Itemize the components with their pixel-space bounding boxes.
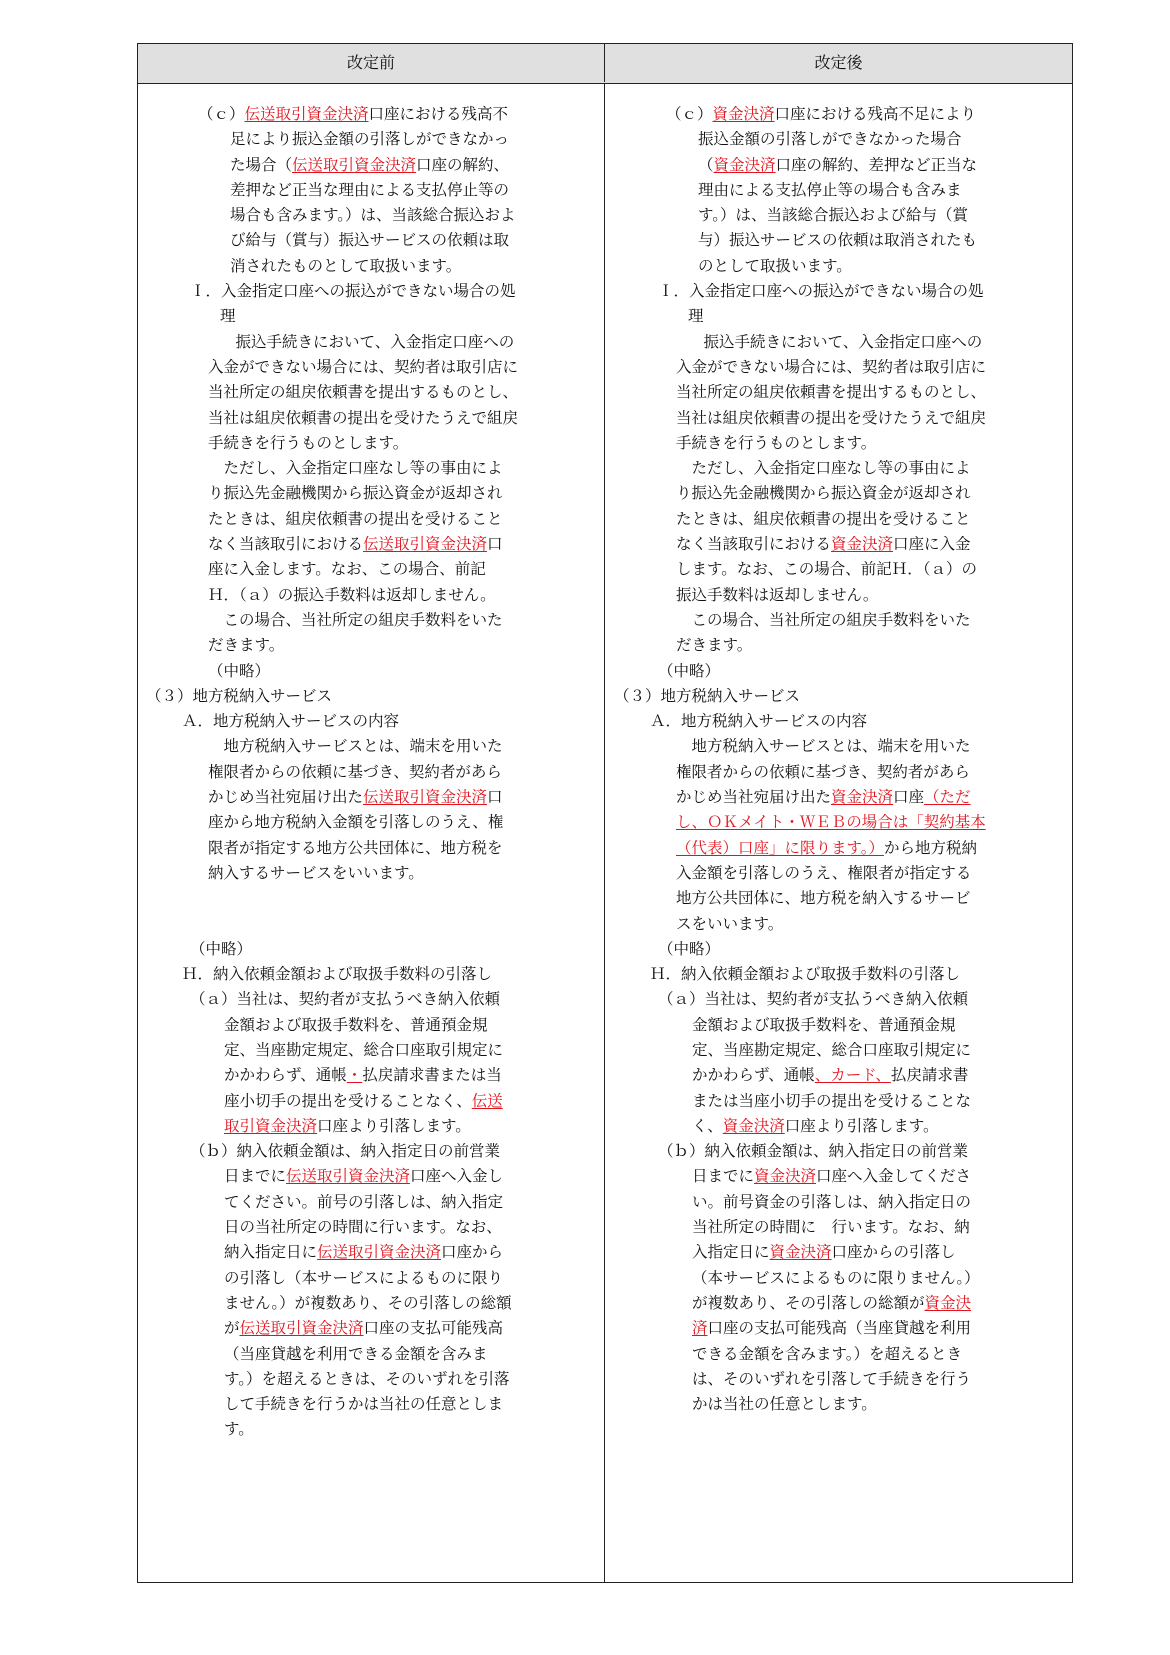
text-line: [138, 1139, 578, 1164]
amended-text: 伝送取引資金決済: [239, 1319, 364, 1338]
header-before: 改定前: [138, 44, 605, 82]
text-line: [138, 1038, 578, 1063]
text-line: [606, 279, 1046, 304]
text-line: [606, 127, 1046, 152]
amended-text: 資金決: [924, 1293, 972, 1312]
amended-text: 資金決済: [769, 1243, 832, 1262]
text-run: Ｉ．入金指定口座への振込ができない場合の処: [658, 282, 984, 301]
text-line: [138, 431, 578, 456]
text-run: なく当該取引における: [676, 535, 832, 554]
text-line: [138, 279, 578, 304]
text-run: 当社所定の組戻依頼書を提出するものとし、: [208, 383, 519, 402]
text-line: [138, 178, 578, 203]
text-line: [138, 330, 578, 355]
before-column: [138, 102, 578, 1443]
text-run: 当社所定の時間に 行います。なお、納: [692, 1218, 970, 1237]
text-run: 口座へ入金してくださ: [816, 1167, 972, 1186]
amended-text: （ただ: [924, 788, 971, 807]
text-run: 口座から: [441, 1243, 504, 1262]
text-line: [138, 507, 578, 532]
text-line: [606, 228, 1046, 253]
text-line: [606, 1215, 1046, 1240]
text-line: [606, 1114, 1046, 1139]
text-run: 入金ができない場合には、契約者は取引店に: [208, 357, 519, 376]
text-line: [138, 608, 578, 633]
text-line: [606, 178, 1046, 203]
text-line: [606, 481, 1046, 506]
text-line: [606, 760, 1046, 785]
amended-text: 資金決済: [712, 105, 775, 123]
text-run: 口座の支払可能残高: [363, 1319, 504, 1338]
text-line: [606, 861, 1046, 886]
text-run: ただし、入金指定口座なし等の事由によ: [676, 459, 971, 478]
text-line: [138, 304, 578, 329]
text-line: [138, 557, 578, 582]
text-run: 口座: [893, 788, 925, 807]
amended-text: 、カード、: [814, 1066, 891, 1085]
text-line: [138, 937, 578, 962]
text-line: [606, 557, 1046, 582]
text-line: [606, 810, 1046, 835]
text-run: から地方税納: [884, 838, 978, 857]
text-line: [606, 153, 1046, 178]
blank-line: [138, 886, 578, 911]
text-line: [606, 406, 1046, 431]
text-run: り振込先金融機関から振込資金が返却され: [208, 484, 503, 503]
text-run: たときは、組戻依頼書の提出を受けること: [208, 509, 503, 528]
text-line: [138, 380, 578, 405]
text-run: 地方税納入サービスとは、端末を用いた: [208, 737, 503, 756]
comparison-table: [137, 43, 1073, 1583]
text-line: [138, 659, 578, 684]
text-line: [138, 1089, 578, 1114]
text-run: ません。）が複数あり、その引落しの総額: [224, 1293, 512, 1312]
text-run: 場合も含みます。）は、当該総合振込およ: [230, 206, 516, 225]
text-line: [138, 1266, 578, 1291]
text-run: す。）を超えるときは、そのいずれを引落: [224, 1369, 510, 1388]
text-run: この場合、当社所定の組戻手数料をいた: [208, 610, 503, 629]
text-run: または当座小切手の提出を受けることな: [692, 1091, 972, 1110]
text-line: [606, 937, 1046, 962]
text-line: [606, 380, 1046, 405]
text-line: [606, 633, 1046, 658]
text-run: 入金額を引落しのうえ、権限者が指定する: [676, 863, 972, 882]
text-line: [138, 962, 578, 987]
text-line: [138, 734, 578, 759]
text-run: び給与（賞与）振込サービスの依頼は取: [230, 231, 510, 250]
text-line: [606, 684, 1046, 709]
text-run: （ｂ）納入依頼金額は、納入指定日の前営業: [658, 1142, 969, 1161]
text-line: [138, 861, 578, 886]
text-run: 定、当座勘定規定、総合口座取引規定に: [692, 1040, 972, 1059]
text-run: Ｈ．納入依頼金額および取扱手数料の引落し: [182, 965, 493, 984]
text-run: のとして取扱います。: [698, 256, 852, 275]
text-run: 理由による支払停止等の場合も含みま: [698, 180, 962, 199]
text-run: （中略）: [190, 939, 253, 958]
text-run: す。: [224, 1420, 254, 1439]
text-line: [138, 583, 578, 608]
blank-line: [138, 912, 578, 937]
text-line: [138, 1342, 578, 1367]
text-line: [606, 1089, 1046, 1114]
text-run: 口座の解約、: [416, 155, 510, 174]
text-line: [138, 406, 578, 431]
text-run: す。）は、当該総合振込および給与（賞: [698, 206, 969, 225]
text-run: Ｈ．納入依頼金額および取扱手数料の引落し: [650, 965, 961, 984]
text-run: 差押など正当な理由による支払停止等の: [230, 180, 510, 199]
text-run: Ａ．地方税納入サービスの内容: [650, 712, 868, 731]
text-line: [138, 1190, 578, 1215]
text-run: 口座の支払可能残高（当座貸越を利用: [707, 1319, 972, 1338]
text-line: [606, 431, 1046, 456]
text-line: [606, 1392, 1046, 1417]
text-line: [138, 532, 578, 557]
text-line: [606, 203, 1046, 228]
text-run: く、: [692, 1116, 723, 1135]
table-header: [138, 44, 1072, 84]
text-run: （中略）: [208, 661, 271, 680]
text-line: [606, 836, 1046, 861]
text-line: [606, 304, 1046, 329]
text-run: （本サービスによるものに限りません。）: [692, 1268, 980, 1287]
text-run: 入指定日に: [692, 1243, 770, 1262]
text-line: [138, 127, 578, 152]
text-run: （: [698, 155, 714, 174]
text-run: 座小切手の提出を受けることなく、: [224, 1091, 472, 1110]
amended-text: 伝送取引資金決済: [292, 155, 417, 174]
text-run: かかわらず、通帳: [224, 1066, 347, 1085]
amended-text: 伝送取引資金決済: [363, 535, 488, 554]
text-run: かじめ当社宛届け出た: [676, 788, 832, 807]
text-run: 足により振込金額の引落しができなかっ: [230, 130, 510, 149]
text-line: [606, 1063, 1046, 1088]
text-line: [606, 1316, 1046, 1341]
text-run: 手続きを行うものとします。: [208, 433, 409, 452]
text-run: 口座より引落します。: [784, 1116, 939, 1135]
header-after: 改定後: [814, 53, 863, 72]
text-line: [606, 1164, 1046, 1189]
text-run: が: [224, 1319, 240, 1338]
text-run: 口座の解約、差押など正当な: [775, 155, 978, 174]
after-column: [606, 102, 1046, 1417]
text-run: かじめ当社宛届け出た: [208, 788, 364, 807]
text-run: かは当社の任意とします。: [692, 1395, 877, 1414]
text-run: だきます。: [208, 636, 285, 655]
amended-text: 済: [692, 1319, 708, 1338]
text-run: は、そのいずれを引落して手続きを行う: [692, 1369, 972, 1388]
text-line: [606, 912, 1046, 937]
text-line: [138, 456, 578, 481]
text-line: [606, 886, 1046, 911]
text-line: [138, 254, 578, 279]
text-run: 権限者からの依頼に基づき、契約者があら: [208, 762, 502, 781]
text-run: （ａ）当社は、契約者が支払うべき納入依頼: [658, 990, 969, 1009]
text-line: [606, 1367, 1046, 1392]
text-run: 限者が指定する地方公共団体に、地方税を: [208, 838, 503, 857]
text-line: [606, 1240, 1046, 1265]
text-line: [138, 1215, 578, 1240]
text-run: （ａ）当社は、契約者が支払うべき納入依頼: [190, 990, 501, 1009]
text-line: [606, 962, 1046, 987]
text-run: 払戻請求書または当: [362, 1066, 502, 1085]
text-run: 振込手続きにおいて、入金指定口座への: [220, 332, 515, 351]
text-line: [138, 102, 578, 127]
amended-text: 伝送取引資金決済: [286, 1167, 411, 1186]
text-line: [138, 1164, 578, 1189]
text-line: [606, 330, 1046, 355]
text-run: この場合、当社所定の組戻手数料をいた: [676, 610, 971, 629]
text-run: 金額および取扱手数料を、普通預金規: [692, 1015, 956, 1034]
text-line: [138, 1392, 578, 1417]
text-line: [606, 102, 1046, 127]
text-run: り振込先金融機関から振込資金が返却され: [676, 484, 971, 503]
text-line: [138, 355, 578, 380]
text-line: [606, 659, 1046, 684]
text-line: [138, 153, 578, 178]
text-line: [606, 1291, 1046, 1316]
text-line: [606, 1139, 1046, 1164]
amended-text: 資金決済: [713, 155, 776, 174]
text-line: [138, 709, 578, 734]
text-line: [606, 254, 1046, 279]
text-run: 金額および取扱手数料を、普通預金規: [224, 1015, 488, 1034]
text-run: 口座における残高不: [368, 105, 509, 123]
amended-text: ・: [346, 1066, 363, 1085]
text-run: して手続きを行うかは当社の任意としま: [224, 1395, 504, 1414]
amended-text: 資金決済: [831, 788, 894, 807]
text-run: します。なお、この場合、前記Ｈ．（ａ）の: [676, 560, 978, 579]
text-line: [138, 1291, 578, 1316]
text-line: [138, 1367, 578, 1392]
text-run: 日までに: [692, 1167, 755, 1186]
text-run: 日までに: [224, 1167, 287, 1186]
text-line: [138, 987, 578, 1012]
text-line: [606, 583, 1046, 608]
text-line: [138, 1417, 578, 1442]
text-run: 入金ができない場合には、契約者は取引店に: [676, 357, 987, 376]
text-line: [138, 633, 578, 658]
amended-text: 資金決済: [831, 535, 894, 554]
text-line: [138, 1114, 578, 1139]
text-line: [606, 608, 1046, 633]
text-run: 当社所定の組戻依頼書を提出するものとし、: [676, 383, 987, 402]
text-run: Ｉ．入金指定口座への振込ができない場合の処: [190, 282, 516, 301]
amended-text: 伝送取引資金決済: [317, 1243, 442, 1262]
text-run: 振込手数料は返却しません。: [676, 585, 879, 604]
text-run: 地方公共団体に、地方税を納入するサービ: [676, 889, 971, 908]
text-line: [138, 785, 578, 810]
text-line: [138, 1240, 578, 1265]
amended-text: 資金決済: [722, 1116, 785, 1135]
text-run: 振込金額の引落しができなかった場合: [698, 130, 962, 149]
text-run: できる金額を含みます。）を超えるとき: [692, 1344, 963, 1363]
text-line: [138, 1063, 578, 1088]
text-line: [606, 1190, 1046, 1215]
text-run: 納入指定日に: [224, 1243, 318, 1262]
text-line: [606, 355, 1046, 380]
text-run: 払戻請求書: [890, 1066, 969, 1085]
text-run: （当座貸越を利用できる金額を含みま: [224, 1344, 488, 1363]
text-run: い。前号資金の引落しは、納入指定日の: [692, 1192, 972, 1211]
text-run: （３）地方税納入サービス: [146, 686, 333, 705]
text-run: 口座からの引落し: [831, 1243, 956, 1262]
amended-text: 伝送取引資金決済: [244, 105, 369, 123]
text-run: スをいいます。: [676, 914, 784, 933]
amended-text: 伝送: [471, 1091, 503, 1110]
text-run: （中略）: [658, 661, 721, 680]
text-run: 納入するサービスをいいます。: [208, 863, 424, 882]
text-run: てください。前号の引落しは、納入指定: [224, 1192, 504, 1211]
column-divider: [604, 84, 605, 1582]
text-run: 手続きを行うものとします。: [676, 433, 877, 452]
text-run: 口座より引落します。: [317, 1116, 471, 1135]
text-line: [606, 1038, 1046, 1063]
text-line: [138, 1013, 578, 1038]
text-run: （３）地方税納入サービス: [614, 686, 801, 705]
text-run: （ｃ）: [198, 105, 245, 123]
text-run: 権限者からの依頼に基づき、契約者があら: [676, 762, 970, 781]
amended-text: 取引資金決済: [224, 1116, 318, 1135]
text-run: 当社は組戻依頼書の提出を受けたうえで組戻: [208, 408, 519, 427]
text-line: [606, 709, 1046, 734]
text-line: [606, 532, 1046, 557]
text-line: [138, 1316, 578, 1341]
text-run: 口座へ入金し: [410, 1167, 504, 1186]
text-line: [138, 810, 578, 835]
text-run: なく当該取引における: [208, 535, 364, 554]
amended-text: 資金決済: [754, 1167, 817, 1186]
text-line: [606, 1266, 1046, 1291]
text-run: （ｂ）納入依頼金額は、納入指定日の前営業: [190, 1142, 501, 1161]
text-run: 座から地方税納入金額を引落しのうえ、権: [208, 813, 504, 832]
amended-text: 伝送取引資金決済: [363, 788, 488, 807]
text-run: た場合（: [230, 155, 293, 174]
text-run: 消されたものとして取扱います。: [230, 256, 462, 275]
amended-text: し、ＯＫメイト・ＷＥＢの場合は「契約基本: [676, 813, 986, 832]
text-line: [138, 684, 578, 709]
text-run: 与）振込サービスの依頼は取消されたも: [698, 231, 978, 250]
text-run: 口座における残高不足により: [774, 105, 977, 123]
text-line: [138, 228, 578, 253]
text-run: Ｈ．（ａ）の振込手数料は返却しません。: [208, 585, 496, 604]
text-run: だきます。: [676, 636, 753, 655]
text-run: 口: [487, 788, 503, 807]
text-line: [606, 987, 1046, 1012]
text-run: たときは、組戻依頼書の提出を受けること: [676, 509, 971, 528]
text-line: [138, 836, 578, 861]
text-run: の引落し（本サービスによるものに限り: [224, 1268, 504, 1287]
text-line: [606, 785, 1046, 810]
text-line: [606, 1342, 1046, 1367]
text-line: [606, 507, 1046, 532]
text-line: [138, 203, 578, 228]
text-run: 地方税納入サービスとは、端末を用いた: [676, 737, 971, 756]
text-run: Ａ．地方税納入サービスの内容: [182, 712, 400, 731]
text-run: 口: [487, 535, 503, 554]
text-run: 日の当社所定の時間に行います。なお、: [224, 1218, 502, 1237]
text-run: 定、当座勘定規定、総合口座取引規定に: [224, 1040, 504, 1059]
text-run: 理: [220, 307, 236, 326]
text-line: [606, 734, 1046, 759]
text-line: [606, 1013, 1046, 1038]
text-run: 振込手続きにおいて、入金指定口座への: [688, 332, 983, 351]
text-run: （ｃ）: [666, 105, 713, 123]
text-line: [138, 481, 578, 506]
text-line: [138, 760, 578, 785]
text-run: 当社は組戻依頼書の提出を受けたうえで組戻: [676, 408, 987, 427]
text-run: 座に入金します。なお、この場合、前記: [208, 560, 486, 579]
text-run: が複数あり、その引落しの総額が: [692, 1293, 925, 1312]
amended-text: （代表）口座」に限ります。）: [676, 838, 885, 857]
text-run: かかわらず、通帳: [692, 1066, 815, 1085]
text-run: ただし、入金指定口座なし等の事由によ: [208, 459, 503, 478]
text-run: 理: [688, 307, 704, 326]
text-run: （中略）: [658, 939, 721, 958]
text-run: 口座に入金: [893, 535, 971, 554]
text-line: [606, 456, 1046, 481]
